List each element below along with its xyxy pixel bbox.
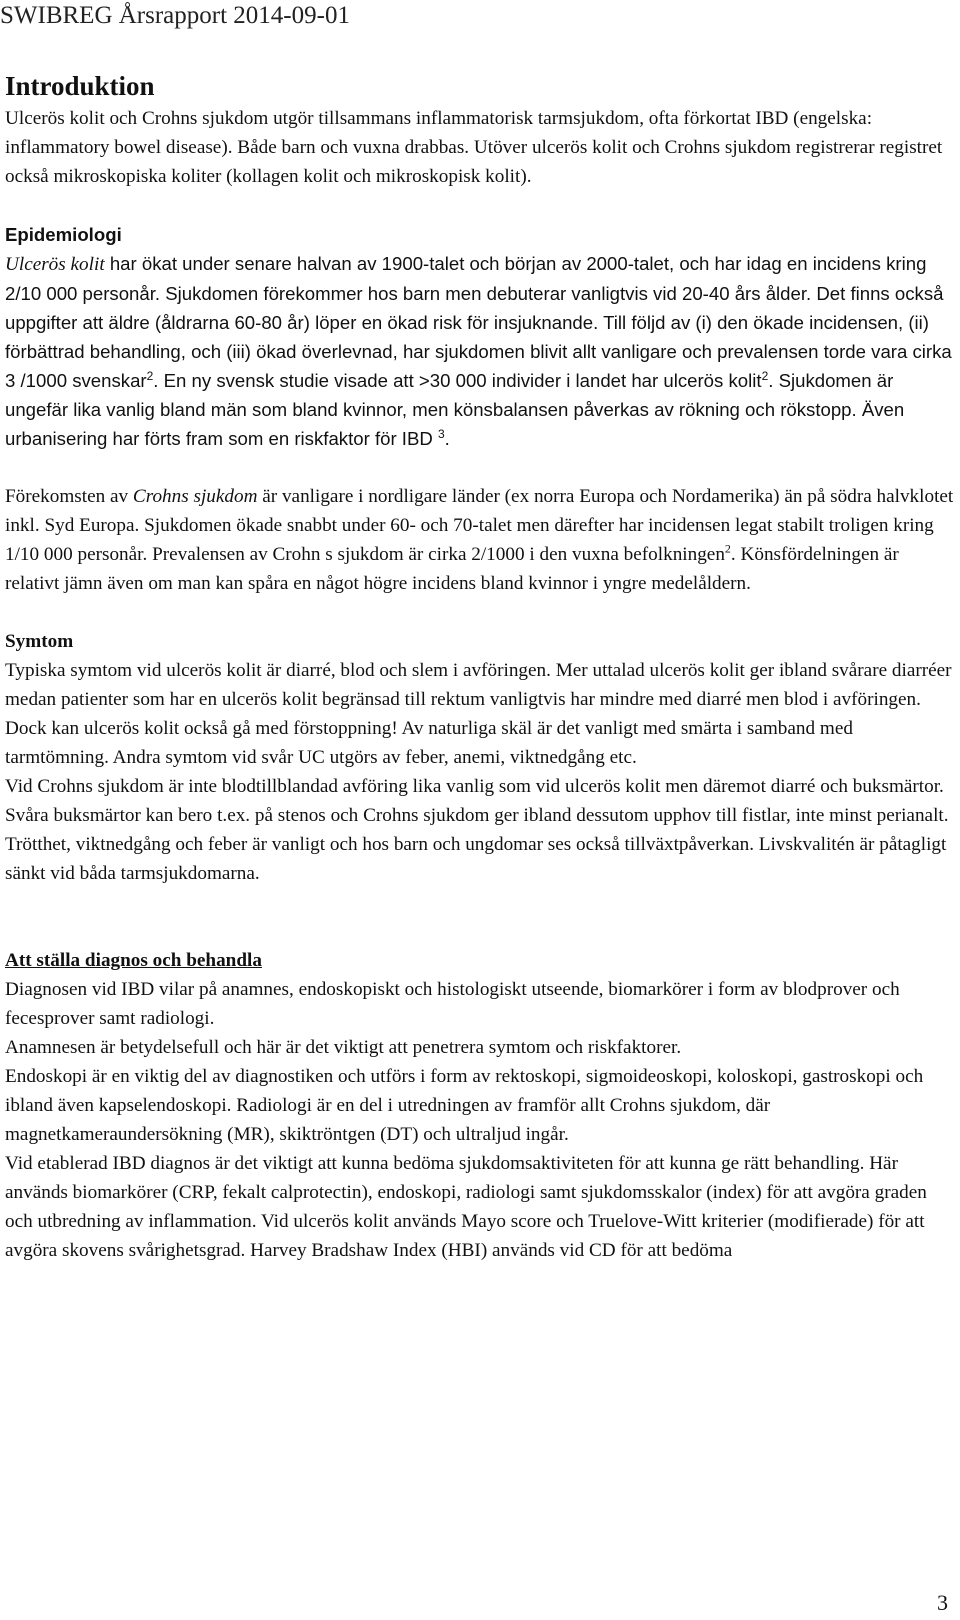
uc-term: Ulcerös kolit [5, 254, 105, 275]
page-number: 3 [937, 1590, 948, 1615]
document-body [5, 68, 955, 1265]
epidemiologi-paragraph-1 [5, 249, 955, 453]
epi-text-a: har ökat under senare halvan av 1900-talet och början av 2000-talet, och har idag en incidens kring 2/10 000 personår. Sjukdomen förekommer hos barn men debuterar vanligtvis vid 20-40 års ålder. Det finns också uppgifter att äldre (åldrarna 60-80 år) löper en ökad risk för insjuknande. Till följd av (i) den ökade incidensen, (ii) förbättrad behandling, och (iii) ökad överlevnad, har sjukdomen blivit allt vanligare och prevalensen torde vara cirka 3 /1000 svenskar [5, 253, 952, 391]
epi-text-c: . Sjukdomen är ungefär lika vanlig bland män som bland kvinnor, men könsbalansen påverkas av rökning och rökstopp. Även urbanisering har förts fram som en riskfaktor för IBD [5, 370, 905, 449]
section-heading-epidemiologi: Epidemiologi [5, 224, 122, 245]
symtom-paragraph-2: Vid Crohns sjukdom är inte blodtillblandad avföring lika vanlig som vid ulcerös kolit men däremot diarré och buksmärtor. Svåra buksmärtor kan bero t.ex. på stenos och Crohns sjukdom ger ibland dessutom upphov till fistlar, inte minst perianalt. Trötthet, viktnedgång och feber är vanligt och hos barn och ungdomar ses också tillväxtpåverkan. Livskvalitén är påtagligt sänkt vid båda tarmsjukdomarna. [5, 776, 949, 884]
epi-text-b: . En ny svensk studie visade att >30 000 individer i landet har ulcerös kolit [153, 370, 762, 391]
section-heading-diagnos: Att ställa diagnos och behandla [5, 950, 262, 971]
section-heading-symtom: Symtom [5, 631, 74, 652]
footnote-ref: 2 [761, 368, 769, 383]
cd-term: Crohns sjukdom [132, 486, 258, 507]
section-heading-intro: Introduktion [5, 71, 155, 101]
diagnos-paragraph-2: Anamnesen är betydelsefull och här är det viktigt att penetrera symtom och riskfaktorer. [5, 1037, 682, 1058]
epi-text-e: Förekomsten av [5, 486, 133, 507]
epi-text-f: är vanligare i nordligare länder (ex norra Europa och Nordamerika) än på södra halvklotet inkl. Syd Europa. Sjukdomen ökade snabbt under 60- och 70-talet men därefter har incidensen legat stabilt troligen kring 1/10 000 personår. Prevalensen av Crohn s sjukdom är cirka 2/1000 i den vuxna befolkningen [5, 486, 954, 565]
epidemiologi-paragraph-2 [5, 482, 955, 598]
diagnos-paragraph-1: Diagnosen vid IBD vilar på anamnes, endoskopiskt och histologiskt utseende, biomarkörer i form av blodprover och fecesprover samt radiologi. [5, 979, 900, 1029]
symtom-paragraph-1: Typiska symtom vid ulcerös kolit är diarré, blod och slem i avföringen. Mer uttalad ulcerös kolit ger ibland svårare diarréer medan patienter som har en ulcerös kolit begränsad till rektum vanligtvis har mindre med diarré men blod i avföringen. Dock kan ulcerös kolit också gå med förstoppning! Av naturliga skäl är det vanligt med smärta i samband med tarmtömning. Andra symtom vid svår UC utgörs av feber, anemi, viktnedgång etc. [5, 660, 952, 768]
footnote-ref: 2 [146, 368, 154, 383]
epi-text-d: . [444, 428, 450, 449]
intro-paragraph: Ulcerös kolit och Crohns sjukdom utgör tillsammans inflammatorisk tarmsjukdom, ofta förkortat IBD (engelska: inflammatory bowel disease). Både barn och vuxna drabbas. Utöver ulcerös kolit och Crohns sjukdom registrerar registret också mikroskopiska koliter (kollagen kolit och mikroskopisk kolit). [5, 108, 943, 187]
footnote-ref: 3 [437, 426, 445, 441]
diagnos-paragraph-3: Endoskopi är en viktig del av diagnostiken och utförs i form av rektoskopi, sigmoideoskopi, koloskopi, gastroskopi och ibland även kapselendoskopi. Radiologi är en del i utredningen av framför allt Crohns sjukdom, där magnetkameraundersökning (MR), skiktröntgen (DT) och ultraljud ingår. [5, 1066, 924, 1145]
document-header: SWIBREG Årsrapport 2014-09-01 [0, 2, 350, 29]
diagnos-paragraph-4: Vid etablerad IBD diagnos är det viktigt att kunna bedöma sjukdomsaktiviteten för att kunna ge rätt behandling. Här används biomarkörer (CRP, fekalt calprotectin), endoskopi, radiologi samt sjukdomsskalor (index) för att avgöra graden och utbredning av inflammation. Vid ulcerös kolit används Mayo score och Truelove-Witt kriterier (modifierade) för att avgöra skovens svårighetsgrad. Harvey Bradshaw Index (HBI) används vid CD för att bedöma [5, 1153, 927, 1261]
footnote-ref: 2 [724, 541, 731, 556]
epi-text-g: . Könsfördelningen är relativt jämn även om man kan spåra en något högre incidens bland kvinnor i yngre medelåldern. [5, 544, 899, 594]
